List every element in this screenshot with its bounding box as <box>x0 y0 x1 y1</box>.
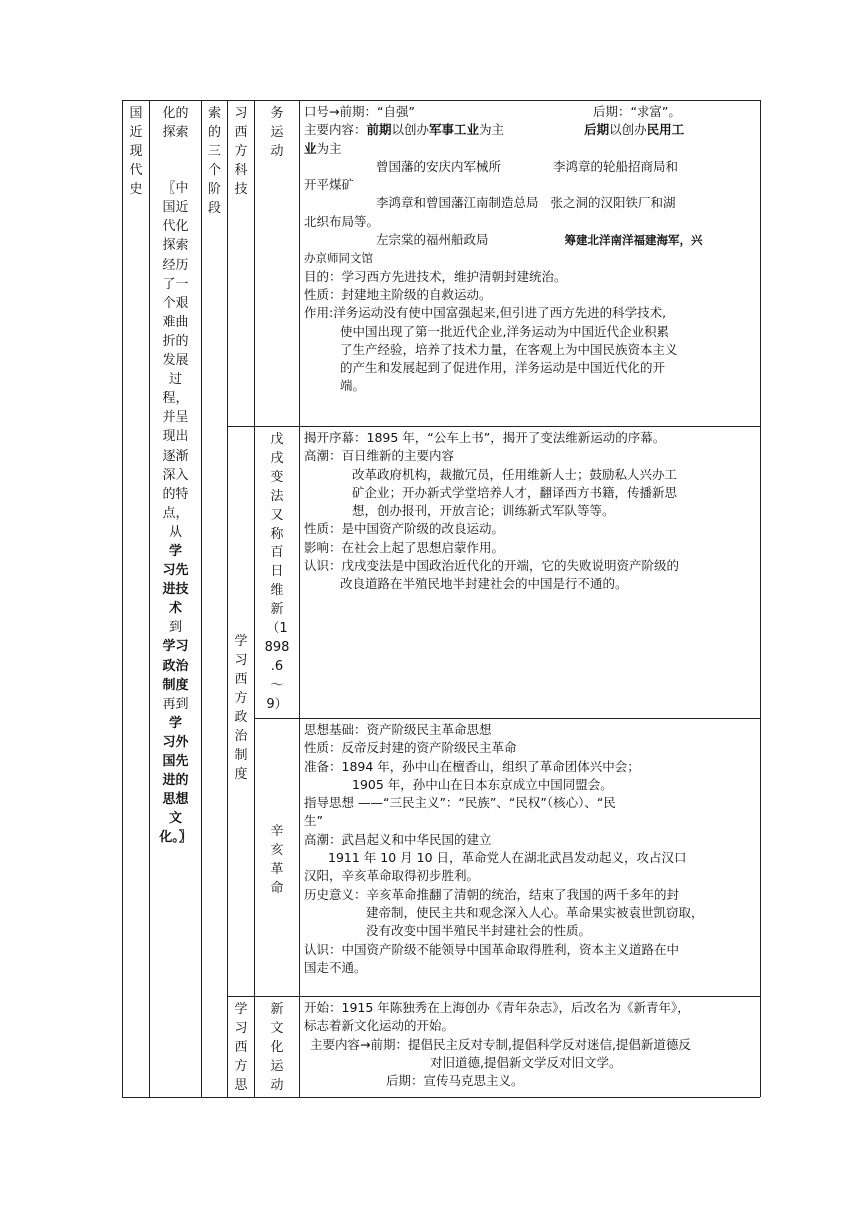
vertical-text-line: 的特 <box>162 486 189 502</box>
vertical-text-line: 898 <box>264 639 290 655</box>
vertical-text-line: 又 <box>270 507 284 523</box>
vertical-text-line: 术 <box>168 601 182 617</box>
vertical-text-line: 称 <box>270 526 284 542</box>
row-divider-1 <box>227 426 760 427</box>
vertical-text-line: 日 <box>270 564 284 580</box>
summary-to-2: 再到 <box>162 696 189 712</box>
vertical-text-line: 逐渐 <box>162 448 189 464</box>
col-stage-tech: 习西方科技 <box>234 106 248 197</box>
col-stage-thought: 学习西方思 <box>234 1002 248 1093</box>
summary-bold-thought <box>150 714 201 848</box>
vertical-text-line: 经历 <box>162 257 189 273</box>
vertical-text-line: 思想 <box>162 792 189 808</box>
vertical-text-line: 政治 <box>162 658 189 674</box>
summary-to-1: 到 <box>168 620 182 636</box>
summary-bold-tech <box>150 542 201 618</box>
vertical-text-line: 制度 <box>162 677 189 693</box>
summary-top: 化的探索 <box>162 106 189 141</box>
table-right-border <box>760 100 761 1097</box>
xinwenhua-content: 开始：1915 年陈独秀在上海创办《青年杂志》，后改名为《新青年》， 标志着新文化运动的开始。 主要内容→前期：提倡民主反对专制,提倡科学反对迷信,提倡新道德反 对旧道德,提倡新文学反对旧文学。 后期：宣传马克思主义。 <box>304 1000 691 1089</box>
col-summary <box>150 104 201 847</box>
vertical-text-line: 探索 <box>162 238 189 254</box>
vertical-text-line: 国近 <box>162 200 189 216</box>
vertical-text-line: 习外 <box>162 734 189 750</box>
vertical-text-line: 学 <box>168 543 182 559</box>
vertical-text-line: 现出 <box>162 429 189 445</box>
vertical-text-line: 过 <box>168 372 182 388</box>
summary-main-text <box>150 179 201 542</box>
vertical-text-line: 进的 <box>162 773 189 789</box>
vertical-text-line: 难曲 <box>162 314 189 330</box>
vertical-text-line: 〖中 <box>162 181 189 197</box>
vertical-text-line: 变 <box>270 469 284 485</box>
vertical-text-line: .6 <box>270 658 284 674</box>
col-stage-politics: 学习西方政治制度 <box>234 634 248 782</box>
col-divider-2 <box>201 100 202 1097</box>
vertical-text-line: 个艰 <box>162 295 189 311</box>
row-divider-3 <box>227 996 760 997</box>
vertical-text-line: 新 <box>270 602 284 618</box>
vertical-text-line: （1 <box>266 621 288 637</box>
vertical-text-line: 文 <box>168 811 182 827</box>
event-xinhai-label: 辛亥革命 <box>270 824 284 896</box>
table-top-border <box>122 100 760 101</box>
wuxu-content: 揭开序幕：1895 年，“公车上书”，揭开了变法维新运动的序幕。 高潮：百日维新的主要内容 改革政府机构，裁撤冗员，任用维新人士；鼓励私人兴办工 矿企业；开办新式学堂培养人才，翻译西方书籍，传播新思 想，创办报刊，开放言论；训练新式军队等等。 性质：是中国资产阶级的改良运动。 影响：在社会上起了思想启蒙作用。 认识：戊戌变法是中国政治近代化的开端，它的失败说明资产阶级的 改良道路在半殖民地半封建社会的中国是行不通的。 <box>304 430 680 592</box>
vertical-text-line: 百 <box>270 545 284 561</box>
vertical-text-line: 学习 <box>162 639 189 655</box>
event-xinwenhua-label: 新文化运动 <box>270 1002 284 1093</box>
vertical-text-line: 程， <box>162 391 189 407</box>
col-divider-3 <box>227 100 228 1097</box>
vertical-text-line: 9） <box>266 696 288 712</box>
vertical-text-line: 法 <box>270 488 284 504</box>
vertical-text-line: 折的 <box>162 333 189 349</box>
vertical-text-line: 发展 <box>162 353 189 369</box>
vertical-text-line: 进技 <box>162 582 189 598</box>
vertical-text-line: 维 <box>270 583 284 599</box>
vertical-text-line: 戌 <box>270 450 284 466</box>
event-wuxu-label <box>255 431 299 715</box>
table-left-border <box>122 100 123 1097</box>
col-three-stages: 索的三个阶段 <box>207 106 221 216</box>
vertical-text-line: 国先 <box>162 754 189 769</box>
vertical-text-line: ～ <box>270 677 284 693</box>
vertical-text-line: 深入 <box>162 467 189 483</box>
vertical-text-line: 了一 <box>162 276 189 292</box>
vertical-text-line: 从 <box>168 524 182 540</box>
xinhai-content: 思想基础：资产阶级民主革命思想 性质：反帝反封建的资产阶级民主革命 准备：1894 年，孙中山在檀香山，组织了革命团体兴中会； 1905 年，孙中山在日本东京成立中国同盟会。 指导思想 ——“三民主义”：“民族”、“民权”（核心）、“民 生” 高潮：武昌起义和中华民国的建立 1911 年 10 月 10 日，革命党人在湖北武昌发动起义，攻占汉口 汉阳，辛亥革命取得初步胜利。 历史意义：辛亥革命推翻了清朝的统治，结束了我国的两千多年的封 建帝制，使民主共和观念深入人心。革命果实被袁世凯窃取， 没有改变中国半殖民半封建社会的性质。 认识：中国资产阶级不能领导中国革命取得胜利，资本主义道路在中 国走不通。 <box>304 722 704 975</box>
yangwu-content: 口号→前期：“自强” 后期：“求富”。 主要内容：前期以创办军事工业为主 后期以创办民用工 业为主 曾国藩的安庆内军械所 李鸿章的轮船招商局和 开平煤矿 李鸿章和曾国藩江南制造总局 张之洞的汉阳铁厂和湖 北织布局等。 左宗棠的福州船政局 筹建北洋南洋福建海军，兴 办京师同文馆 目的：学习西方先进技术，维护清朝封建统治。 性质：封建地主阶级的自救运动。 作用:洋务运动没有使中国富强起来,但引进了西方先进的科学技术, 使中国出现了第一批近代企业,洋务运动为中国近代企业积累 了生产经验，培养了技术力量，在客观上为中国民族资本主义 的产生和发展起到了促进作用，洋务运动是中国近代化的开 端。 <box>304 103 756 396</box>
vertical-text-line: 戊 <box>270 432 284 447</box>
col-period-label: 国近现代史 <box>129 106 143 197</box>
vertical-text-line: 习先 <box>162 563 189 579</box>
vertical-text-line: 点， <box>162 505 189 521</box>
vertical-text-line: 代化 <box>162 219 189 235</box>
vertical-text-line: 化。〗 <box>159 830 192 846</box>
col-divider-5 <box>299 100 300 1097</box>
event-yangwu-label: 务运动 <box>270 106 284 159</box>
summary-bold-politics <box>150 637 201 694</box>
table-bottom-border <box>122 1097 760 1098</box>
row-divider-2 <box>254 718 760 719</box>
vertical-text-line: 学 <box>168 715 182 731</box>
yangwu-slogan: 口号→前期：“自强” 后期：“求富”。 <box>304 104 681 119</box>
yangwu-main-content: 主要内容：前期以创办军事工业为主 后期以创办民用工 <box>304 122 685 138</box>
vertical-text-line: 并呈 <box>162 410 189 426</box>
